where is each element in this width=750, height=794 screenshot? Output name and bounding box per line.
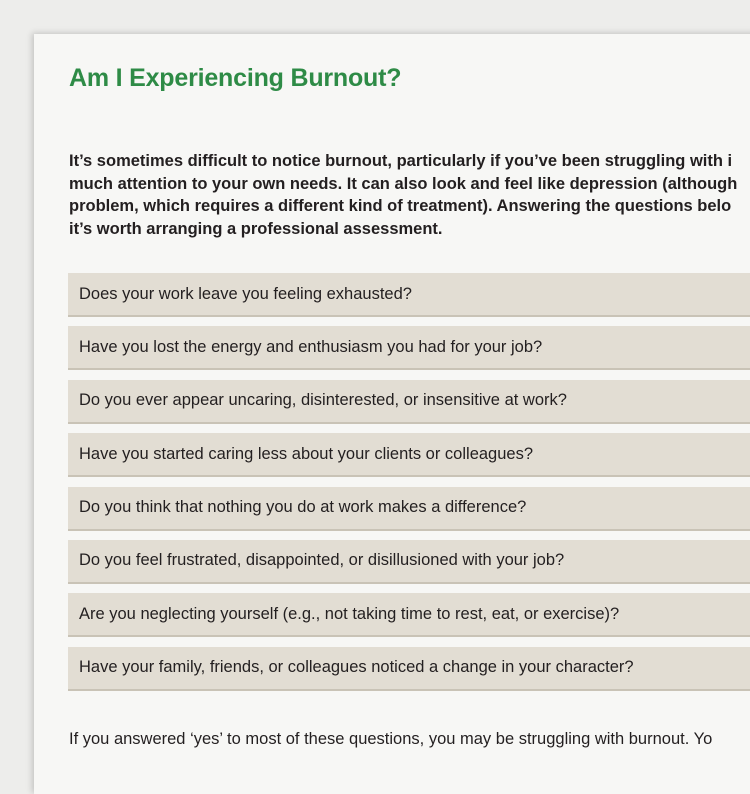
intro-paragraph: [69, 150, 750, 240]
page-title: Am I Experiencing Burnout?: [69, 64, 402, 92]
question-item: Have you lost the energy and enthusiasm you had for your job?: [68, 326, 750, 370]
intro-line: much attention to your own needs. It can also look and feel like depression (although: [69, 174, 738, 193]
intro-line: it’s worth arranging a professional assessment.: [69, 219, 443, 238]
question-item: Does your work leave you feeling exhausted?: [68, 273, 750, 317]
worksheet-page: [34, 34, 750, 794]
intro-line: It’s sometimes difficult to notice burnout, particularly if you’ve been struggling with i: [69, 152, 733, 170]
question-item: Are you neglecting yourself (e.g., not taking time to rest, eat, or exercise)?: [68, 593, 750, 637]
question-item: Have you started caring less about your clients or colleagues?: [68, 433, 750, 477]
intro-line: problem, which requires a different kind of treatment). Answering the questions belo: [69, 197, 732, 215]
question-item: Have your family, friends, or colleagues noticed a change in your character?: [68, 647, 750, 691]
question-list: [68, 273, 750, 700]
question-item: Do you ever appear uncaring, disinterested, or insensitive at work?: [68, 380, 750, 424]
question-item: Do you feel frustrated, disappointed, or disillusioned with your job?: [68, 540, 750, 584]
conclusion-text: If you answered ‘yes’ to most of these questions, you may be struggling with burnout. Yo: [69, 730, 713, 748]
question-item: Do you think that nothing you do at work makes a difference?: [68, 487, 750, 531]
